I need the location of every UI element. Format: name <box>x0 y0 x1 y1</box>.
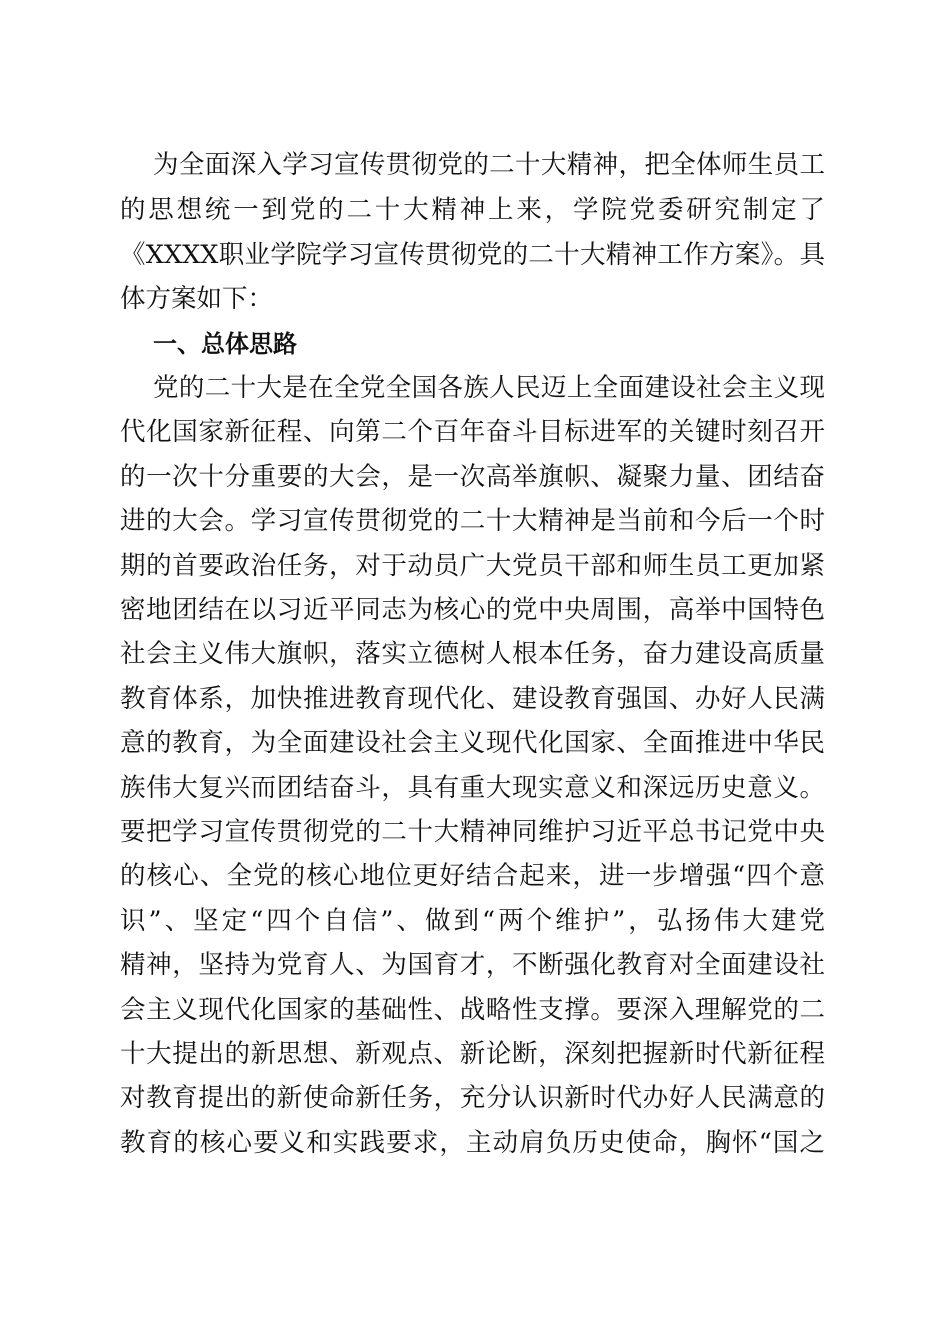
body-line-8: 教育体系，加快推进教育现代化、建设教育强国、办好人民满 <box>120 684 825 714</box>
body-line-10: 族伟大复兴而团结奋斗，具有重大现实意义和深远历史意义。 <box>120 773 825 803</box>
body-line-3: 的一次十分重要的大会，是一次高举旗帜、凝聚力量、团结奋 <box>120 462 825 492</box>
body-line-11: 要把学习宣传贯彻党的二十大精神同维护习近平总书记党中央 <box>120 817 825 847</box>
body-line-15: 会主义现代化国家的基础性、战略性支撑。要深入理解党的二 <box>120 995 825 1025</box>
body-line-5: 期的首要政治任务，对于动员广大党员干部和师生员工更加紧 <box>120 551 825 581</box>
intro-line-4: 体方案如下： <box>120 284 274 314</box>
body-line-14: 精神，坚持为党育人、为国育才，不断强化教育对全面建设社 <box>120 950 825 980</box>
intro-line-1: 为全面深入学习宣传贯彻党的二十大精神，把全体师生员工 <box>153 150 825 180</box>
body-line-6: 密地团结在以习近平同志为核心的党中央周围，高举中国特色 <box>120 595 825 625</box>
intro-line-2: 的思想统一到党的二十大精神上来，学院党委研究制定了 <box>120 195 825 225</box>
body-line-17: 对教育提出的新使命新任务，充分认识新时代办好人民满意的 <box>120 1083 825 1113</box>
intro-line-3: 《XXXX职业学院学习宣传贯彻党的二十大精神工作方案》。具 <box>120 240 825 270</box>
body-line-7: 社会主义伟大旗帜，落实立德树人根本任务，奋力建设高质量 <box>120 639 825 669</box>
body-line-12: 的核心、全党的核心地位更好结合起来，进一步增强“四个意 <box>120 861 825 891</box>
body-line-9: 意的教育，为全面建设社会主义现代化国家、全面推进中华民 <box>120 728 825 758</box>
section-heading: 一、总体思路 <box>153 330 297 358</box>
body-line-2: 代化国家新征程、向第二个百年奋斗目标进军的关键时刻召开 <box>120 417 825 447</box>
body-line-1: 党的二十大是在全党全国各族人民迈上全面建设社会主义现 <box>153 373 825 403</box>
body-line-18: 教育的核心要义和实践要求，主动肩负历史使命，胸怀“国之 <box>120 1128 825 1158</box>
body-line-16: 十大提出的新思想、新观点、新论断，深刻把握新时代新征程 <box>120 1039 825 1069</box>
body-line-4: 进的大会。学习宣传贯彻党的二十大精神是当前和今后一个时 <box>120 506 825 536</box>
body-line-13: 识”、坚定“四个自信”、做到“两个维护”，弘扬伟大建党 <box>120 906 825 936</box>
